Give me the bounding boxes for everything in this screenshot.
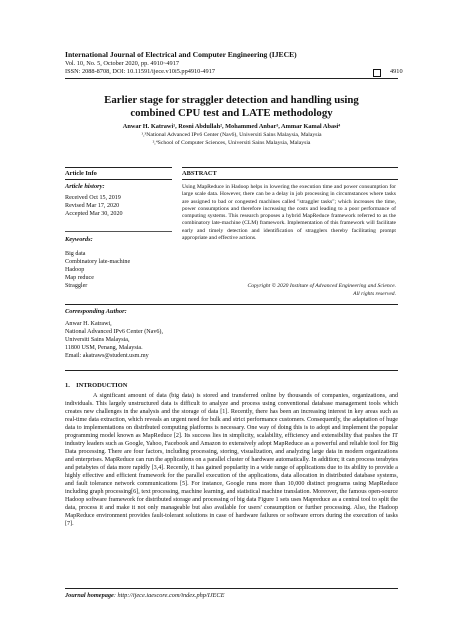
- keywords-list: [65, 250, 130, 290]
- history-received: Received Oct 15, 2019: [65, 195, 121, 201]
- square-icon: [373, 69, 381, 77]
- history-divider: [65, 231, 172, 232]
- history-list: [65, 194, 123, 218]
- authors: Anwar H. Katrawi¹, Rosni Abdullah², Mohammed Anbar³, Ammar Kamal Abasi⁴: [122, 123, 341, 130]
- homepage-label: Journal homepage: [65, 592, 114, 599]
- keyword-item: Map reduce: [65, 275, 94, 281]
- corresponding-center: National Advanced IPv6 Center (Nav6),: [65, 329, 163, 335]
- title-line-2: combined CPU test and LATE methodology: [130, 106, 333, 119]
- volume-info: Vol. 10, No. 5, October 2020, pp. 4910~4917: [65, 60, 180, 67]
- article-info-rule-top: [65, 167, 172, 168]
- header-rule: [65, 78, 398, 79]
- page-number: 4910: [390, 68, 403, 75]
- corresponding-name: Anwar H. Katrawi,: [65, 321, 112, 327]
- abstract-rule-top: [182, 167, 398, 168]
- issn-doi: ISSN: 2088-8708, DOI: 10.11591/ijece.v10i5.pp4910-4917: [65, 68, 216, 75]
- intro-paragraph: A significant amount of data (big data) is stored and transferred online by thousands of companies, organizations, and individuals. This largely unstructured data is difficult to analyze and process using conventional database management tools which creates new challenges in the analysis and the storage of data [1]. Recently, there has been an increasing interest in key areas such as real-time data extraction, which reveals an urgent need for bulk and strict performance customers. Consequently, the adaptation of huge data to implementations on distributed computing platforms is necessary. One way of doing this is to adopt and implement the popular programming model known as MapReduce [2]. Its success lies in simplicity, scalability, efficiency and extensibility that pushes the IT industry leaders such as Google, Yahoo, Facebook and Amazon to extensively adopt MapReduce as a powerful and reliable tool for Big Data processing. There are four factors, including processing, storing, visualization, and analyzing large data in modern organizations and enterprises. MapReduce can run the applications on a parallel cluster of hardware automatically. In addition; it can process terabytes and petabytes of data more rapidly [3,4]. Recently, it has gained popularity in a wide range of applications due to its ability to provide a highly effective and efficient framework for the parallel execution of the applications, data allocation in distributed database systems, and fault tolerance network communications [5]. For instance, Google runs more than 10,000 distinct programs using MapReduce including graph processing[6], text processing, machine learning, and statistical machine translation. Moreover, the famous open-source Hadoop software framework for distributed storage and processing of big data Figure 1 sets uses Mapreduce as a central tool to split the data, process it and make it not only manageable but also available for users' consumption or further processing. Also, the Hadoop MapReduce environment provides fault-tolerant solutions in case of hardware failures or software errors during the execution of tasks [7].: [65, 393, 398, 527]
- keyword-item: Hadoop: [65, 267, 85, 273]
- title-line-1: Earlier stage for straggler detection and handling using: [104, 94, 359, 106]
- copyright-line-1: Copyright © 2020 Institute of Advanced Engineering and Science.: [247, 283, 396, 289]
- article-info-heading: Article Info: [65, 170, 97, 177]
- history-heading: Article history:: [65, 183, 105, 190]
- keyword-item: Straggler: [65, 283, 88, 289]
- paper-title: [65, 94, 398, 119]
- corresponding-heading: Corresponding Author:: [65, 308, 127, 315]
- copyright: [182, 283, 396, 298]
- keywords-heading: Keywords:: [65, 236, 93, 243]
- corresponding-address: 11800 USM, Penang, Malaysia.: [65, 345, 143, 351]
- keyword-item: Big data: [65, 251, 86, 257]
- copyright-line-2: All rights reserved.: [353, 290, 396, 297]
- corresponding-university: Universiti Sains Malaysia,: [65, 337, 130, 343]
- history-accepted: Accepted Mar 30, 2020: [65, 211, 123, 217]
- corresponding-email: Email: akatraws@student.usm.my: [65, 353, 149, 359]
- article-info-rule: [65, 179, 172, 180]
- abstract-text: Using MapReduce in Hadoop helps in lowering the execution time and power consumption for large scale data. However, there can be a delay in job processing in circumstances where tasks are assigned to bad or congested machines called "straggler tasks"; which increases the time, power consumptions and therefore increasing the costs and leading to a poor performance of computing systems. This research proposes a hybrid MapReduce framework referred to as the combinatory late-machine (CLM) framework. Implementation of this framework will facilitate early and timely detection and identification of stragglers thereby facilitating prompt appropriate and effective actions.: [182, 184, 396, 242]
- intro-body: [65, 392, 398, 528]
- journal-name: International Journal of Electrical and Computer Engineering (IJECE): [65, 50, 297, 59]
- corresponding-details: [65, 320, 163, 360]
- affiliation-1: ¹,³National Advanced IPv6 Center (Nav6), Universiti Sains Malaysia, Malaysia: [141, 132, 322, 138]
- keyword-item: Combinatory late-machine: [65, 259, 131, 265]
- corresponding-rule-bottom: [65, 370, 398, 371]
- journal-homepage: [65, 592, 224, 599]
- corresponding-rule-top: [65, 304, 398, 305]
- abstract-heading: ABSTRACT: [182, 170, 217, 177]
- affiliation-2: ²,⁴School of Computer Sciences, Universiti Sains Malaysia, Malaysia: [152, 140, 311, 146]
- footer-rule: [65, 588, 398, 589]
- intro-heading: 1. INTRODUCTION: [65, 382, 128, 389]
- history-revised: Revised Mar 17, 2020: [65, 203, 120, 209]
- abstract-rule: [182, 179, 398, 180]
- homepage-url[interactable]: : http://ijece.iaescore.com/index.php/IJECE: [113, 592, 225, 599]
